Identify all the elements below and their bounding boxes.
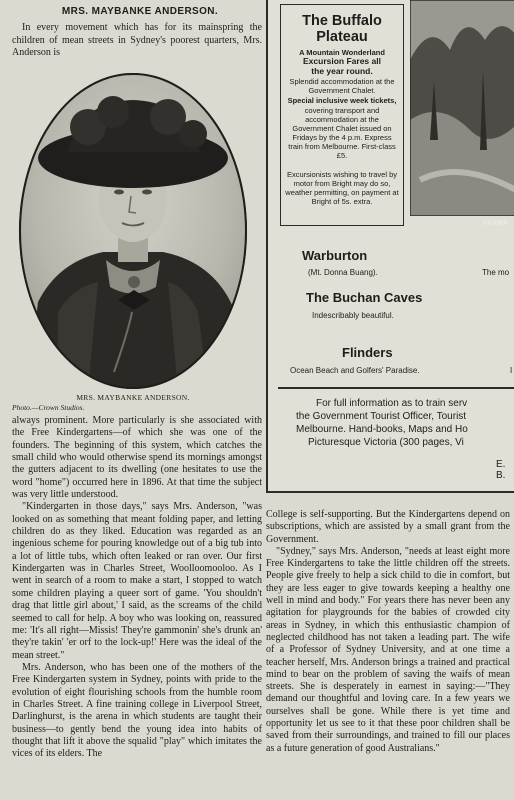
paragraph: "Kindergarten in those days," says Mrs. Anderson, "was looked on as something that meant folding paper, and letting children do as they liked. Education was regarded as an ingenious scheme for pouring knowledge out of a big tub into a lot of little tubs, which often leaked or ran over. Our first Kindergarten was in Charles Street, Woolloomooloo. As I went in search of a room to make a start, I stopped to watch some children playing a queer sort of game. 'You shouldn't drag that little girl about,' I said, as the screams of the child seemed to call for help. A boy who was looking on, reassured me: 'It's all right—Missis! They're gammonin' she's drunk an' they're takin' 'er orf to the lock-up!' Here was the ideal of the mean street." xyxy=(12,501,262,661)
destination-warburton: Warburton xyxy=(302,248,368,263)
portrait-caption: MRS. MAYBANKE ANDERSON. xyxy=(76,393,190,402)
destination-buchan-caves: The Buchan Caves xyxy=(306,290,423,305)
divider xyxy=(278,387,514,389)
ad-subheading: A Mountain Wonderland xyxy=(299,48,385,57)
ad-footer-line: Melbourne. Hand-books, Maps and Ho xyxy=(296,424,468,435)
ad-footer xyxy=(296,397,514,449)
paragraph: "Sydney," says Mrs. Anderson, "needs at least eight more Free Kindergartens to take the little children off the streets. People give freely to help a sick child to die in comfort, but they are less eager to give towards keeping a healthy one well in mind and body." For years there has never been any agitation for playgrounds for the babies of crowded city areas in Sydney, in which this enthusiastic champion of neglected childhood has not taken a leading part. The wife of a Professor of Sydney University, and at one time a teacher herself, Mrs. Anderson brings a trained and practical mind to bear on the problem of saving the waifs of mean streets. She is desperately in earnest in saying:—"They demand our thoughtful and loving care. In a few years we ourselves shall be gone. While there is yet time and opportunity let us see to it that these poor children shall be saved from their surroundings, and trained to fill our places as a future generation of good Australians." xyxy=(266,545,510,754)
paragraph: Mrs. Anderson, who has been one of the mothers of the Free Kindergarten system in Sydney, points with pride to the evolution of eight flourishing schools from the humble room in Charles Street. A fine training college in Liverpool Street, Darlinghurst, is the arena in which students are taught their business—to gently bend the young idea into habits of thought that lift it above the squalid "play" which imitates the vices of its elders. The xyxy=(12,661,262,760)
ad-footer-line: For full information as to train serv xyxy=(316,398,468,409)
ad-text: Splendid accommodation at the Government Chalet. xyxy=(289,77,395,95)
image-caption: YARRA xyxy=(482,220,509,227)
article-title: MRS. MAYBANKE ANDERSON. xyxy=(61,6,219,17)
article-left-column xyxy=(12,415,262,761)
yarra-landscape-photo xyxy=(410,0,514,216)
photo-credit: Photo.—Crown Studios. xyxy=(12,403,85,412)
buffalo-plateau-box xyxy=(280,4,404,226)
article-intro: In every movement which has for its mainspring the children of mean streets in Sydney's poorest quarters, Mrs. Anderson is xyxy=(12,22,262,59)
destination-desc: Ocean Beach and Golfers' Paradise. xyxy=(290,366,420,375)
ad-heading: Plateau xyxy=(316,29,368,45)
ad-subheading: Excursion Fares all xyxy=(303,56,381,66)
portrait-photo xyxy=(18,72,248,390)
ad-heading: The Buffalo xyxy=(302,13,382,29)
destination-flinders: Flinders xyxy=(342,345,393,360)
ad-footer-line: Picturesque Victoria (300 pages, Vi xyxy=(308,437,464,448)
destination-desc: (Mt. Donna Buang). xyxy=(308,268,378,277)
paragraph: always prominent. More particularly is she associated with the Free Kindergartens—of which she was one of the founders. The beginning of this system, which catches the small child who would otherwise spend its mornings amongst the gutters adjacent to its dwelling (one hesitates to use the word "home") occurred here in 1896. At that time the subject was very little understood. xyxy=(12,415,262,501)
paragraph: College is self-supporting. But the Kindergartens depend on subscriptions, which are assisted by a small grant from the Government. xyxy=(266,509,510,545)
article-right-column xyxy=(266,509,510,755)
ad-signature: E. B. xyxy=(496,459,506,481)
ad-text: Excursionists wishing to travel by motor from Bright may do so, weather permitting, on payment at Bright of 5s. extra. xyxy=(285,170,399,206)
tourism-advertisement xyxy=(266,0,514,493)
destination-desc: Indescribably beautiful. xyxy=(312,311,394,320)
ad-text: Special inclusive week tickets, xyxy=(287,96,397,105)
ad-subheading: the year round. xyxy=(311,66,373,76)
destination-desc: I xyxy=(510,366,513,375)
destination-desc: The mo xyxy=(482,268,510,277)
ad-text: covering transport and accommodation at the Government Chalet issued on Fridays by the 4 p.m. Express train from Melbourne. First-class £5. xyxy=(288,106,396,160)
ad-footer-line: the Government Tourist Officer, Tourist xyxy=(296,411,467,422)
